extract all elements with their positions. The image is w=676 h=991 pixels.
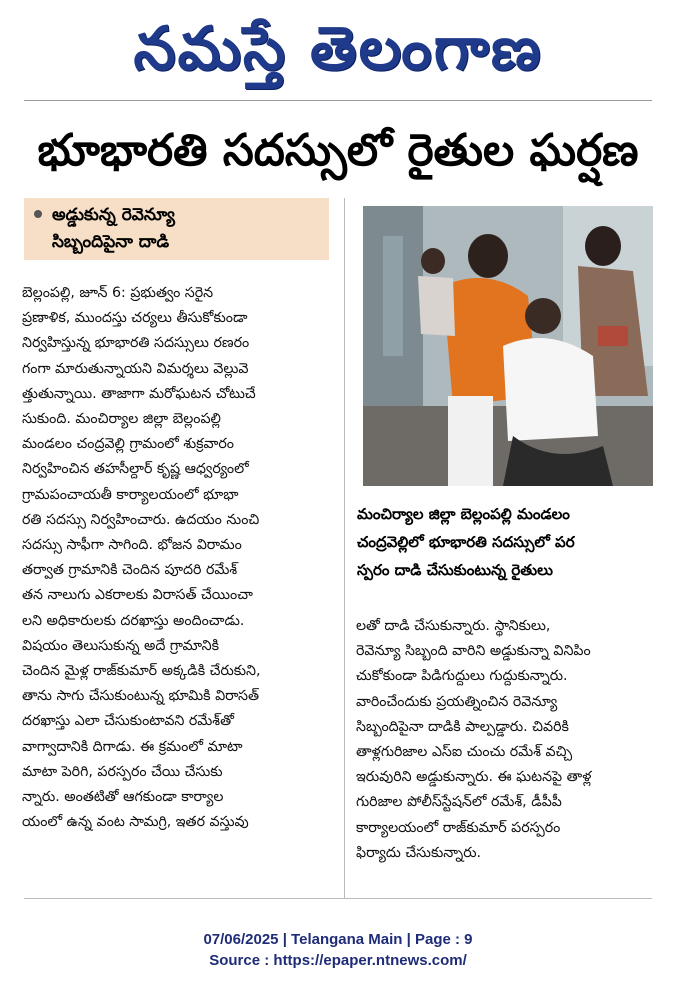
body-line: లతో దాడి చేసుకున్నారు. స్థానికులు,	[356, 618, 551, 634]
footer-source-link[interactable]: Source : https://epaper.ntnews.com/	[209, 952, 467, 969]
caption-line: చంద్రవెల్లిలో భూభారతి సదస్సులో పర	[357, 533, 575, 551]
body-line: గ్రామపంచాయతీ కార్యాలయంలో భూభా	[22, 486, 239, 503]
body-line: నిర్వహించిన తహసీల్దార్ కృష్ణ ఆధ్వర్యంలో	[22, 461, 249, 478]
body-line: బెల్లంపల్లి, జూన్ 6: ప్రభుత్వం సరైన	[22, 285, 214, 301]
body-line: సదస్సు సాఫీగా సాగింది. భోజన విరామం	[22, 537, 242, 554]
body-line: తాళ్లగురిజాల ఎస్ఐ చుంచు రమేశ్ వచ్చి	[356, 744, 573, 761]
body-line: దరఖాస్తు ఎలా చేసుకుంటావని రమేశ్‌తో	[22, 713, 234, 730]
body-line: ప్రణాళిక, ముందస్తు చర్యలు తీసుకోకుండా	[22, 310, 248, 327]
body-line: గురిజాల పోలీస్‌స్టేషన్‌లో రమేశ్, డీపీపీ	[356, 794, 562, 811]
body-line: న్నారు. అంతటితో ఆగకుండా కార్యాల	[22, 789, 224, 806]
body-line: తన నాలుగు ఎకరాలకు విరాసత్ చేయించా	[22, 587, 253, 604]
news-photo	[363, 206, 653, 486]
body-line: తర్వాత గ్రామానికి చెందిన పూదరి రమేశ్	[22, 562, 238, 579]
body-line: త్తుతున్నాయి. తాజాగా మరోఘటన చోటుచే	[22, 385, 256, 402]
body-line: మండలం చంద్రవెల్లి గ్రామంలో శుక్రవారం	[22, 436, 234, 453]
body-line: రెవెన్యూ సిబ్బంది వారిని అడ్డుకున్నా వినిపిం	[356, 643, 591, 660]
body-line: మాటా పెరిగి, పరస్పరం చేయి చేసుకు	[22, 763, 223, 780]
body-line: చుకోకుండా పిడిగుద్దులు గుద్దుకున్నారు.	[356, 668, 568, 685]
footer-edition-info: 07/06/2025 | Telangana Main | Page : 9	[203, 931, 473, 948]
body-line: ఫిర్యాదు చేసుకున్నారు.	[356, 844, 482, 861]
subhead-line: సిబ్బందిపైనా దాడి	[52, 232, 170, 252]
article-body-left	[22, 281, 334, 835]
body-line: గంగా మారుతున్నాయని విమర్శలు వెల్లువె	[22, 360, 249, 377]
body-line: సిబ్బందిపైనా దాడికి పాల్పడ్డారు. చివరికి	[356, 718, 569, 735]
caption-line: స్పరం దాడి చేసుకుంటున్న రైతులు	[357, 561, 553, 579]
masthead-logo: నమస్తే తెలంగాణ	[133, 14, 543, 84]
body-line: సుకుంది. మంచిర్యాల జిల్లా బెల్లంపల్లి	[22, 411, 221, 428]
body-line: రతి సదస్సు నిర్వహించారు. ఉదయం నుంచి	[22, 511, 260, 528]
body-line: యంలో ఉన్న వంట సామగ్రి, ఇతర వస్తువు	[22, 814, 249, 831]
body-line: చెందిన మైళ్ల రాజ్‌కుమార్ అక్కడికి చేరుకుని,	[22, 663, 261, 680]
body-line: లని అధికారులకు దరఖాస్తు అందించాడు.	[22, 612, 245, 629]
column-divider	[344, 198, 345, 898]
subhead-box	[24, 198, 329, 260]
body-line: వారించేందుకు ప్రయత్నించిన రెవెన్యూ	[356, 693, 558, 710]
body-line: వాగ్వాదానికి దిగాడు. ఈ క్రమంలో మాటా	[22, 738, 243, 755]
article-body-right	[356, 614, 656, 866]
body-line: కార్యాలయంలో రాజ్‌కుమార్ పరస్పరం	[356, 819, 561, 836]
photo-caption	[357, 500, 655, 584]
body-line: నిర్వహిస్తున్న భూభారతి సదస్సులు రణరం	[22, 335, 250, 352]
news-photo-image	[363, 206, 653, 486]
header-divider	[24, 100, 652, 101]
footer-divider	[24, 898, 652, 899]
body-line: ఇరువురిని అడ్డుకున్నారు. ఈ ఘటనపై తాళ్ల	[356, 769, 592, 786]
body-line: విషయం తెలుసుకున్న అదే గ్రామానికి	[22, 637, 220, 654]
subhead-line: అడ్డుకున్న రెవెన్యూ	[52, 205, 175, 225]
article-headline: భూభారతి సదస్సులో రైతుల ఘర్షణ	[37, 125, 639, 176]
body-line: తాను సాగు చేసుకుంటున్న భూమికి విరాసత్	[22, 688, 260, 705]
caption-line: మంచిర్యాల జిల్లా బెల్లంపల్లి మండలం	[357, 505, 570, 523]
bullet-icon	[34, 210, 42, 218]
